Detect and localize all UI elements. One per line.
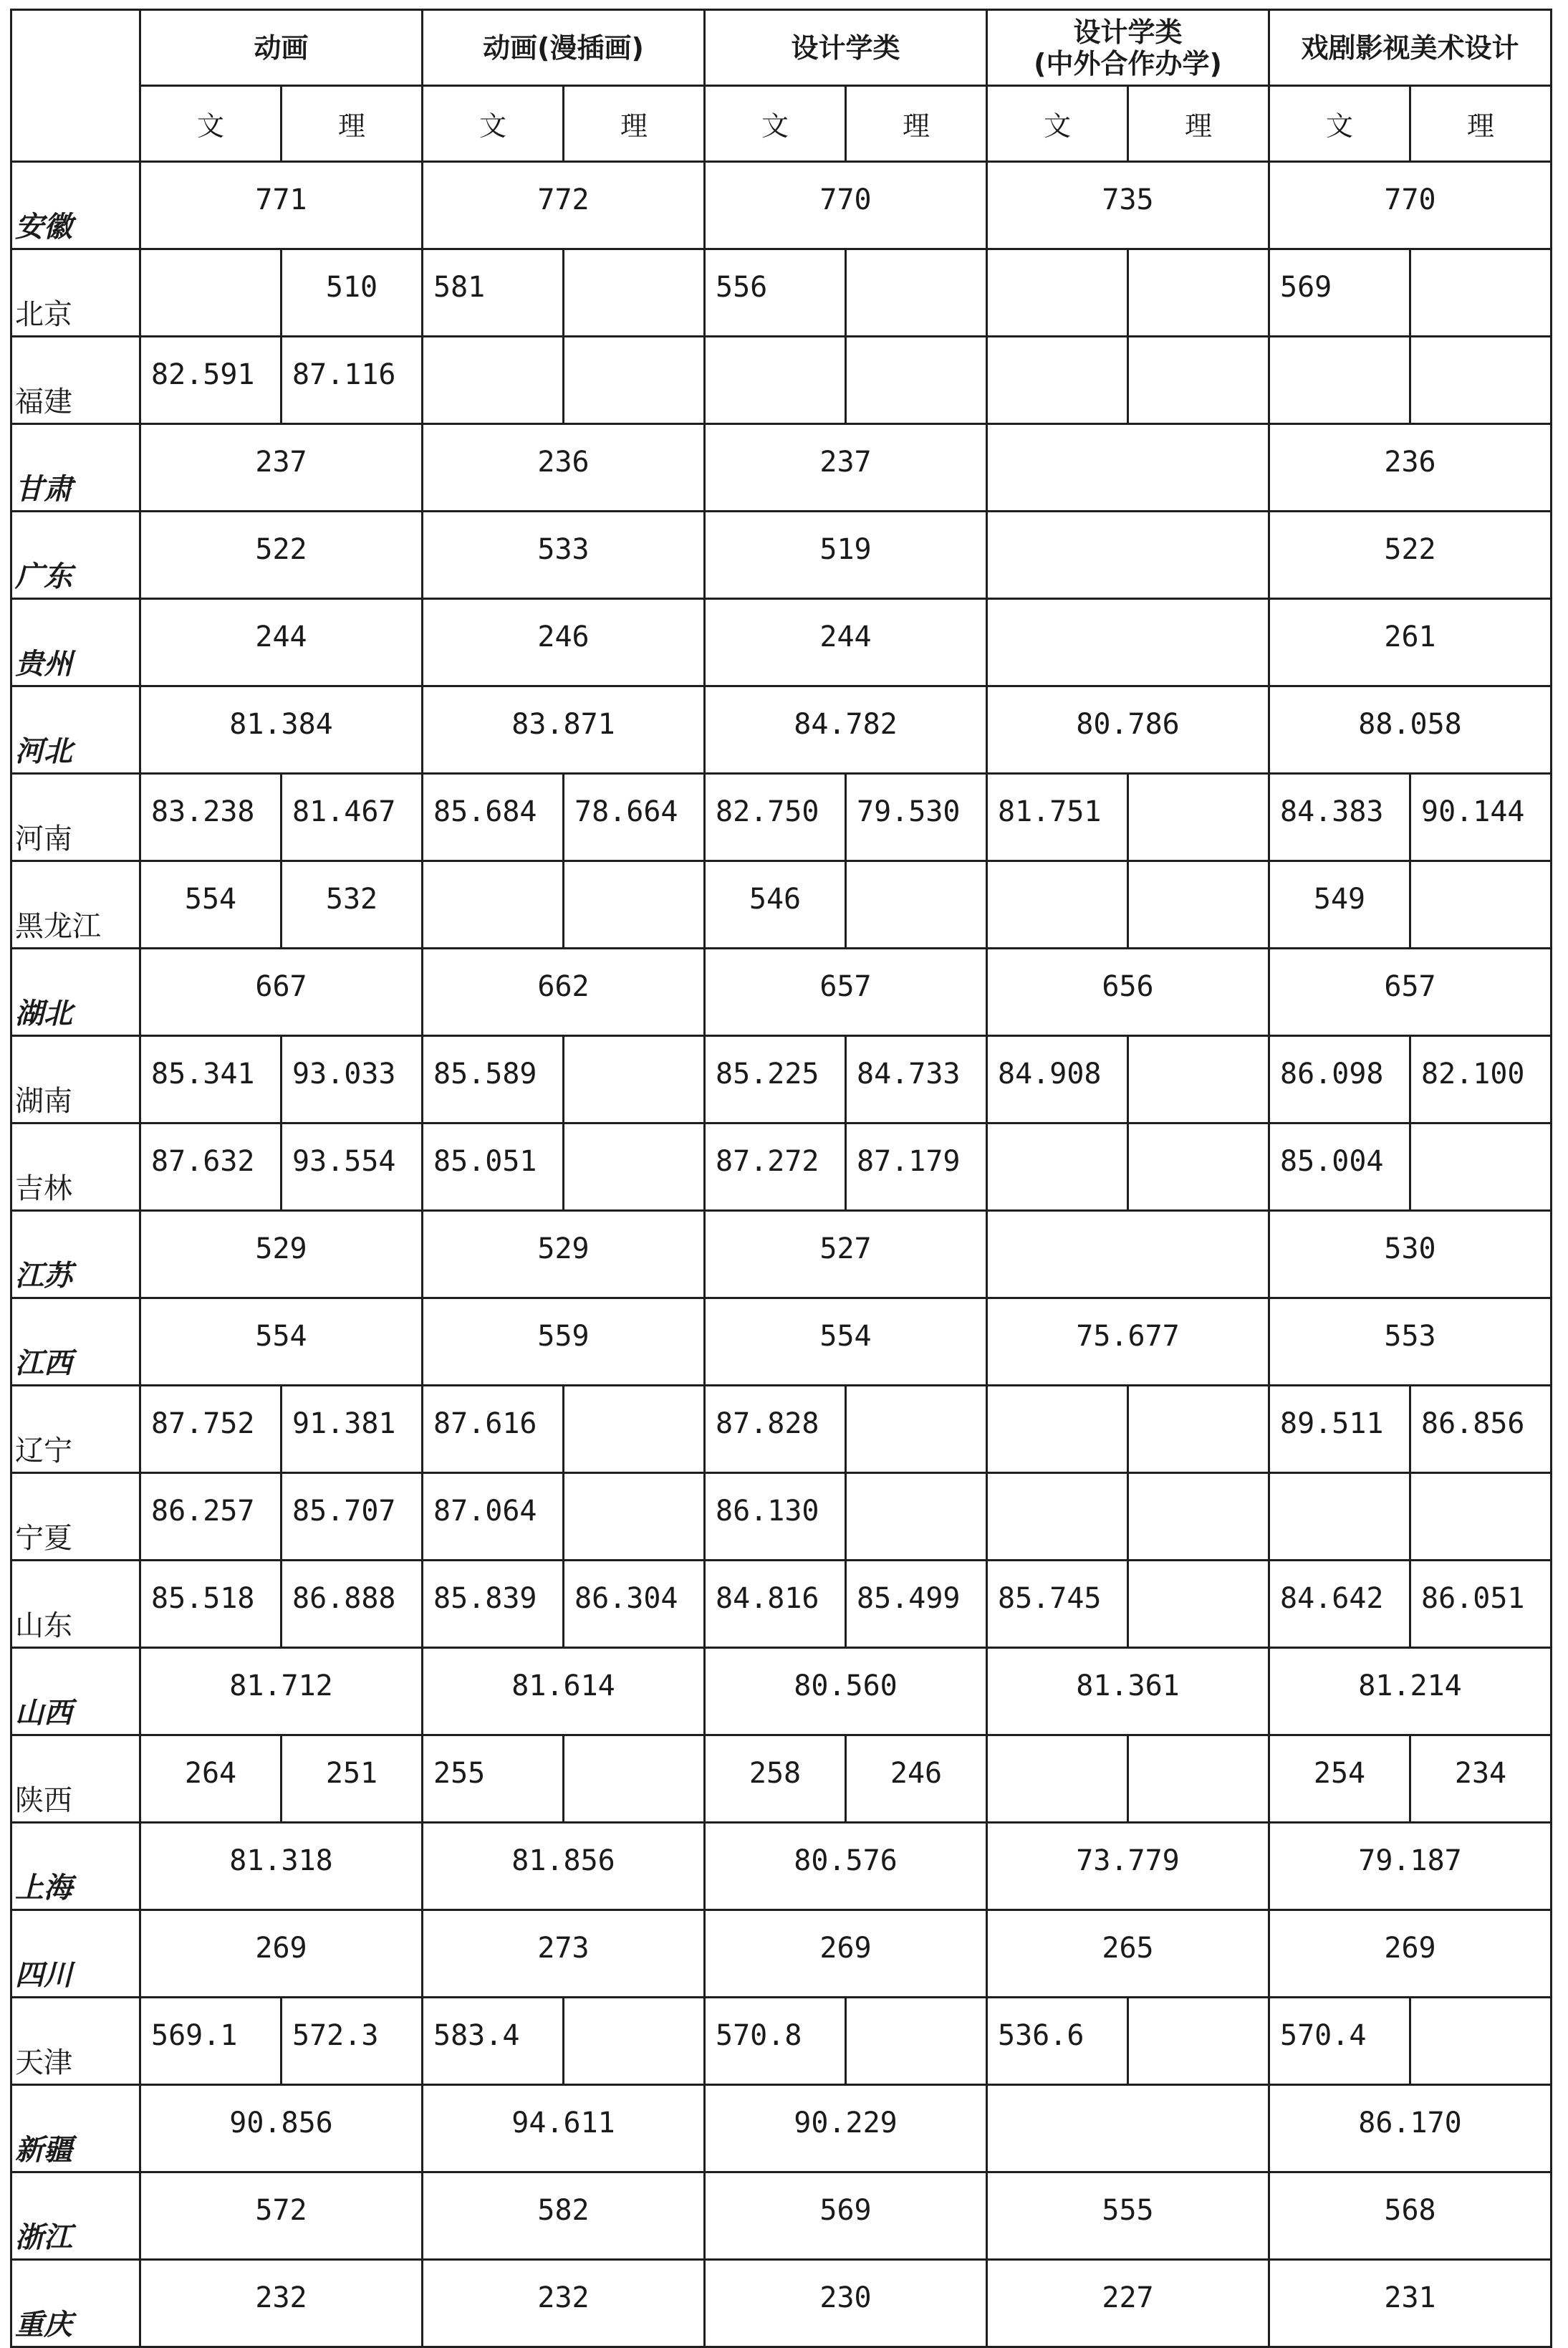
score-cell: 570.4 <box>1269 1998 1410 2085</box>
subject-header-wen: 文 <box>423 86 564 162</box>
province-cell: 湖南 <box>11 1036 140 1123</box>
score-cell: 93.033 <box>282 1036 423 1123</box>
score-cell: 656 <box>987 949 1269 1036</box>
score-cell <box>846 249 987 337</box>
score-cell: 82.591 <box>140 337 282 424</box>
score-cell: 84.908 <box>987 1036 1128 1123</box>
province-cell: 新疆 <box>11 2085 140 2172</box>
score-cell: 236 <box>423 424 705 512</box>
score-cell <box>564 1473 705 1561</box>
score-cell <box>1410 1123 1552 1211</box>
score-cell: 657 <box>705 949 987 1036</box>
score-cell: 87.179 <box>846 1123 987 1211</box>
score-cell <box>1128 1123 1269 1211</box>
score-cell <box>987 1473 1128 1561</box>
score-cell: 86.257 <box>140 1473 282 1561</box>
score-cell: 269 <box>140 1910 423 1998</box>
table-row <box>11 2172 1552 2260</box>
score-cell <box>846 1998 987 2085</box>
table-row <box>11 1473 1552 1561</box>
score-cell: 82.100 <box>1410 1036 1552 1123</box>
table-row <box>11 861 1552 949</box>
score-cell <box>1128 1386 1269 1473</box>
table-row <box>11 337 1552 424</box>
score-cell: 522 <box>1269 512 1552 599</box>
table-row <box>11 2260 1552 2347</box>
score-cell <box>987 1123 1128 1211</box>
score-cell <box>987 424 1269 512</box>
score-cell: 79.187 <box>1269 1823 1552 1910</box>
score-cell <box>987 1735 1128 1823</box>
table-row <box>11 512 1552 599</box>
score-cell: 83.871 <box>423 686 705 774</box>
table-row <box>11 249 1552 337</box>
table-row <box>11 1998 1552 2085</box>
score-cell: 90.144 <box>1410 774 1552 861</box>
score-cell: 88.058 <box>1269 686 1552 774</box>
score-cell: 81.856 <box>423 1823 705 1910</box>
score-cell: 529 <box>423 1211 705 1298</box>
score-cell: 265 <box>987 1910 1269 1998</box>
score-cell <box>564 1735 705 1823</box>
score-cell: 94.611 <box>423 2085 705 2172</box>
province-cell: 陕西 <box>11 1735 140 1823</box>
score-cell: 91.381 <box>282 1386 423 1473</box>
score-cell: 232 <box>140 2260 423 2347</box>
province-cell: 重庆 <box>11 2260 140 2347</box>
score-table <box>10 9 1552 2348</box>
province-cell: 北京 <box>11 249 140 337</box>
score-cell: 236 <box>1269 424 1552 512</box>
table-row <box>11 1211 1552 1298</box>
score-cell <box>1410 337 1552 424</box>
province-cell: 宁夏 <box>11 1473 140 1561</box>
score-cell: 85.499 <box>846 1561 987 1648</box>
subject-header-li: 理 <box>846 86 987 162</box>
score-cell: 546 <box>705 861 846 949</box>
score-cell: 81.712 <box>140 1648 423 1735</box>
province-cell: 河北 <box>11 686 140 774</box>
score-cell: 84.782 <box>705 686 987 774</box>
score-cell: 85.745 <box>987 1561 1128 1648</box>
table-row <box>11 1036 1552 1123</box>
table-row <box>11 774 1552 861</box>
score-cell <box>987 861 1128 949</box>
province-cell: 广东 <box>11 512 140 599</box>
score-cell <box>564 1036 705 1123</box>
score-cell: 85.684 <box>423 774 564 861</box>
score-cell <box>564 249 705 337</box>
table-row <box>11 1561 1552 1648</box>
score-cell <box>846 1386 987 1473</box>
major-header: 动画(漫插画) <box>423 10 705 86</box>
province-cell: 天津 <box>11 1998 140 2085</box>
score-cell: 771 <box>140 162 423 249</box>
province-cell: 贵州 <box>11 599 140 686</box>
subject-header-wen: 文 <box>1269 86 1410 162</box>
score-cell: 86.098 <box>1269 1036 1410 1123</box>
subject-header-wen: 文 <box>705 86 846 162</box>
score-cell: 73.779 <box>987 1823 1269 1910</box>
table-row <box>11 2085 1552 2172</box>
score-cell <box>1128 861 1269 949</box>
score-cell: 255 <box>423 1735 564 1823</box>
score-cell: 569 <box>1269 249 1410 337</box>
score-cell: 86.888 <box>282 1561 423 1648</box>
score-cell: 83.238 <box>140 774 282 861</box>
score-cell: 84.642 <box>1269 1561 1410 1648</box>
score-cell: 84.383 <box>1269 774 1410 861</box>
score-cell <box>987 337 1128 424</box>
score-cell <box>987 599 1269 686</box>
score-cell <box>987 1386 1128 1473</box>
table-row <box>11 1910 1552 1998</box>
score-cell: 273 <box>423 1910 705 1998</box>
table-body <box>11 162 1552 2347</box>
score-cell: 770 <box>1269 162 1552 249</box>
score-cell: 572.3 <box>282 1998 423 2085</box>
score-cell: 770 <box>705 162 987 249</box>
table-row <box>11 162 1552 249</box>
score-cell: 570.8 <box>705 1998 846 2085</box>
score-cell: 569 <box>705 2172 987 2260</box>
province-cell: 江西 <box>11 1298 140 1386</box>
score-cell <box>1410 1998 1552 2085</box>
subject-header-li: 理 <box>282 86 423 162</box>
score-cell <box>1128 337 1269 424</box>
province-cell: 福建 <box>11 337 140 424</box>
score-cell: 568 <box>1269 2172 1552 2260</box>
score-cell <box>1128 1036 1269 1123</box>
score-cell <box>564 1998 705 2085</box>
score-cell <box>564 1123 705 1211</box>
subject-header-li: 理 <box>1410 86 1552 162</box>
score-cell: 81.361 <box>987 1648 1269 1735</box>
subject-header-li: 理 <box>564 86 705 162</box>
score-cell: 667 <box>140 949 423 1036</box>
score-cell: 81.214 <box>1269 1648 1552 1735</box>
table-row <box>11 1648 1552 1735</box>
score-cell <box>140 249 282 337</box>
score-cell <box>1128 774 1269 861</box>
score-cell: 93.554 <box>282 1123 423 1211</box>
score-cell: 231 <box>1269 2260 1552 2347</box>
score-cell: 582 <box>423 2172 705 2260</box>
score-cell <box>1410 1473 1552 1561</box>
score-cell: 264 <box>140 1735 282 1823</box>
score-cell: 258 <box>705 1735 846 1823</box>
score-cell <box>1128 1998 1269 2085</box>
header-row-subjects <box>11 86 1552 162</box>
province-cell: 河南 <box>11 774 140 861</box>
province-cell: 安徽 <box>11 162 140 249</box>
subject-header-wen: 文 <box>987 86 1128 162</box>
score-cell: 556 <box>705 249 846 337</box>
score-cell: 78.664 <box>564 774 705 861</box>
score-cell: 553 <box>1269 1298 1552 1386</box>
score-cell: 532 <box>282 861 423 949</box>
score-cell: 87.064 <box>423 1473 564 1561</box>
province-cell: 湖北 <box>11 949 140 1036</box>
score-cell: 232 <box>423 2260 705 2347</box>
score-cell <box>1269 337 1410 424</box>
score-cell: 254 <box>1269 1735 1410 1823</box>
major-header: 设计学类 (中外合作办学) <box>987 10 1269 86</box>
score-cell: 244 <box>705 599 987 686</box>
score-cell: 80.786 <box>987 686 1269 774</box>
score-cell: 581 <box>423 249 564 337</box>
table-row <box>11 1298 1552 1386</box>
score-cell: 251 <box>282 1735 423 1823</box>
score-cell <box>846 861 987 949</box>
table-row <box>11 1123 1552 1211</box>
score-cell <box>1128 1561 1269 1648</box>
score-cell: 533 <box>423 512 705 599</box>
score-cell <box>987 249 1128 337</box>
score-cell: 583.4 <box>423 1998 564 2085</box>
subject-header-wen: 文 <box>140 86 282 162</box>
score-cell <box>1410 861 1552 949</box>
province-cell: 吉林 <box>11 1123 140 1211</box>
score-cell: 237 <box>705 424 987 512</box>
score-cell: 572 <box>140 2172 423 2260</box>
score-cell: 772 <box>423 162 705 249</box>
score-cell <box>846 1473 987 1561</box>
score-cell: 522 <box>140 512 423 599</box>
province-cell: 黑龙江 <box>11 861 140 949</box>
score-cell: 85.341 <box>140 1036 282 1123</box>
score-cell: 536.6 <box>987 1998 1128 2085</box>
score-cell: 246 <box>846 1735 987 1823</box>
score-cell <box>564 861 705 949</box>
score-cell <box>846 337 987 424</box>
score-cell: 85.707 <box>282 1473 423 1561</box>
score-cell: 662 <box>423 949 705 1036</box>
score-cell: 85.225 <box>705 1036 846 1123</box>
score-cell <box>564 1386 705 1473</box>
province-cell: 山西 <box>11 1648 140 1735</box>
score-cell: 81.384 <box>140 686 423 774</box>
score-cell <box>987 2085 1269 2172</box>
score-cell <box>987 1211 1269 1298</box>
score-cell <box>1410 249 1552 337</box>
score-cell: 80.576 <box>705 1823 987 1910</box>
score-cell: 86.130 <box>705 1473 846 1561</box>
score-cell: 87.828 <box>705 1386 846 1473</box>
major-header: 设计学类 <box>705 10 987 86</box>
score-cell <box>423 861 564 949</box>
score-cell: 554 <box>705 1298 987 1386</box>
score-cell: 569.1 <box>140 1998 282 2085</box>
score-cell: 234 <box>1410 1735 1552 1823</box>
score-cell: 86.304 <box>564 1561 705 1648</box>
score-cell: 81.318 <box>140 1823 423 1910</box>
score-cell: 549 <box>1269 861 1410 949</box>
score-cell: 86.170 <box>1269 2085 1552 2172</box>
score-cell: 530 <box>1269 1211 1552 1298</box>
score-cell: 90.229 <box>705 2085 987 2172</box>
score-cell: 230 <box>705 2260 987 2347</box>
score-cell: 81.467 <box>282 774 423 861</box>
score-cell <box>705 337 846 424</box>
score-cell: 227 <box>987 2260 1269 2347</box>
major-header: 动画 <box>140 10 423 86</box>
score-cell: 89.511 <box>1269 1386 1410 1473</box>
province-cell: 上海 <box>11 1823 140 1910</box>
score-cell: 261 <box>1269 599 1552 686</box>
province-cell: 山东 <box>11 1561 140 1648</box>
table-row <box>11 424 1552 512</box>
score-cell: 87.116 <box>282 337 423 424</box>
score-cell: 246 <box>423 599 705 686</box>
score-cell: 85.004 <box>1269 1123 1410 1211</box>
score-cell: 85.589 <box>423 1036 564 1123</box>
score-cell: 559 <box>423 1298 705 1386</box>
table-row <box>11 599 1552 686</box>
score-cell: 87.272 <box>705 1123 846 1211</box>
subject-header-li: 理 <box>1128 86 1269 162</box>
score-cell: 90.856 <box>140 2085 423 2172</box>
score-cell: 555 <box>987 2172 1269 2260</box>
table-row <box>11 1823 1552 1910</box>
score-cell: 237 <box>140 424 423 512</box>
province-cell: 四川 <box>11 1910 140 1998</box>
score-cell: 87.632 <box>140 1123 282 1211</box>
corner-cell <box>11 10 140 162</box>
score-cell: 85.839 <box>423 1561 564 1648</box>
province-cell: 浙江 <box>11 2172 140 2260</box>
score-cell: 75.677 <box>987 1298 1269 1386</box>
header-row-majors <box>11 10 1552 86</box>
score-cell: 85.518 <box>140 1561 282 1648</box>
score-cell: 86.051 <box>1410 1561 1552 1648</box>
major-header: 戏剧影视美术设计 <box>1269 10 1552 86</box>
score-cell: 554 <box>140 861 282 949</box>
table-row <box>11 949 1552 1036</box>
province-cell: 甘肃 <box>11 424 140 512</box>
score-cell: 554 <box>140 1298 423 1386</box>
score-cell: 735 <box>987 162 1269 249</box>
score-cell: 84.733 <box>846 1036 987 1123</box>
score-cell: 527 <box>705 1211 987 1298</box>
score-cell: 269 <box>1269 1910 1552 1998</box>
table-row <box>11 1386 1552 1473</box>
score-cell: 87.616 <box>423 1386 564 1473</box>
score-cell <box>987 512 1269 599</box>
score-cell: 519 <box>705 512 987 599</box>
score-cell: 269 <box>705 1910 987 1998</box>
score-cell: 87.752 <box>140 1386 282 1473</box>
table-row <box>11 1735 1552 1823</box>
score-cell: 85.051 <box>423 1123 564 1211</box>
score-cell: 80.560 <box>705 1648 987 1735</box>
score-cell <box>1128 249 1269 337</box>
score-cell <box>1128 1473 1269 1561</box>
score-cell <box>1128 1735 1269 1823</box>
score-cell: 81.751 <box>987 774 1128 861</box>
score-cell: 82.750 <box>705 774 846 861</box>
score-cell: 84.816 <box>705 1561 846 1648</box>
score-cell <box>564 337 705 424</box>
table-row <box>11 686 1552 774</box>
score-cell: 244 <box>140 599 423 686</box>
score-cell: 510 <box>282 249 423 337</box>
province-cell: 江苏 <box>11 1211 140 1298</box>
score-cell: 657 <box>1269 949 1552 1036</box>
score-cell <box>423 337 564 424</box>
score-cell: 86.856 <box>1410 1386 1552 1473</box>
score-cell: 81.614 <box>423 1648 705 1735</box>
score-cell <box>1269 1473 1410 1561</box>
province-cell: 辽宁 <box>11 1386 140 1473</box>
score-cell: 529 <box>140 1211 423 1298</box>
score-cell: 79.530 <box>846 774 987 861</box>
